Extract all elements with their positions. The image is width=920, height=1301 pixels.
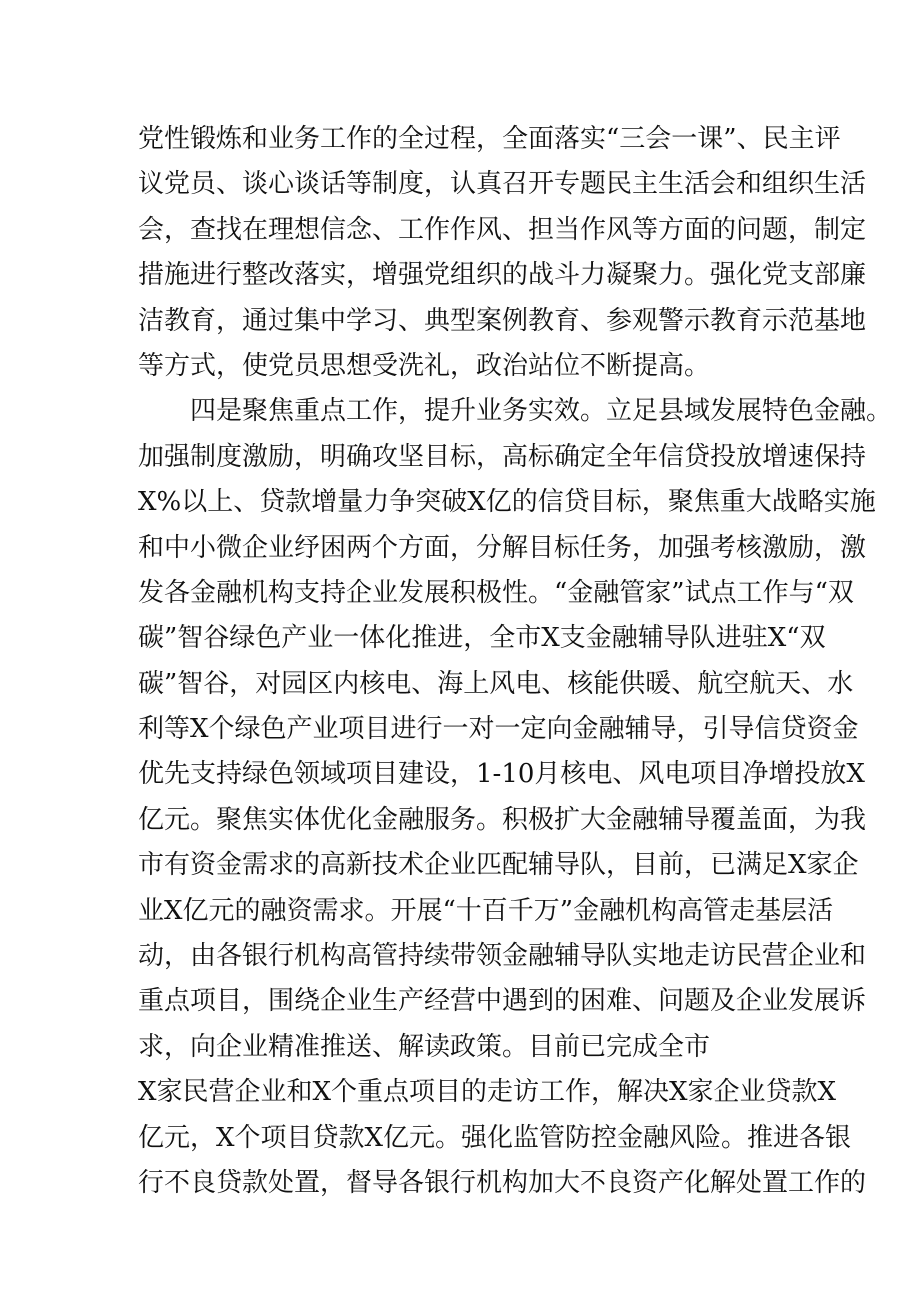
paragraph-2-line-7: 碳”智谷，对园区内核电、海上风电、核能供暖、航空航天、水 bbox=[138, 668, 854, 699]
paragraph-1-line-4: 措施进行整改落实，增强党组织的战斗力凝聚力。强化党支部廉 bbox=[138, 260, 867, 291]
paragraph-2-line-15: 求，向企业精准推送、解读政策。目前已完成全市 bbox=[138, 1031, 711, 1062]
paragraph-2-line-10: 亿元。聚焦实体优化金融服务。积极扩大金融辅导覆盖面，为我 bbox=[138, 804, 867, 835]
paragraph-2-line-9: 优先支持绿色领域项目建设，1-10月核电、风电项目净增投放X bbox=[138, 759, 865, 790]
paragraph-1-line-5: 洁教育，通过集中学习、典型案例教育、参观警示教育示范基地 bbox=[138, 305, 867, 336]
paragraph-2-line-13: 动，由各银行机构高管持续带领金融辅导队实地走访民营企业和 bbox=[138, 941, 867, 972]
paragraph-2-line-12: 业X亿元的融资需求。开展“十百千万”金融机构高管走基层活 bbox=[138, 895, 834, 926]
paragraph-1-line-1: 党性锻炼和业务工作的全过程，全面落实“三会一课”、民主评 bbox=[138, 124, 841, 154]
paragraph-3-line-3: 行不良贷款处置，督导各银行机构加大不良资产化解处置工作的 bbox=[138, 1167, 867, 1198]
paragraph-2-line-5: 发各金融机构支持企业发展积极性。“金融管家”试点工作与“双 bbox=[138, 577, 854, 608]
paragraph-1-line-6: 等方式，使党员思想受洗礼，政治站位不断提高。 bbox=[138, 350, 711, 381]
paragraph-2-line-1: 四是聚焦重点工作，提升业务实效。立足县域发展特色金融。 bbox=[190, 396, 893, 427]
paragraph-3-line-2: 亿元，X个项目贷款X亿元。强化监管防控金融风险。推进各银 bbox=[138, 1122, 852, 1153]
document-body bbox=[138, 117, 893, 1206]
paragraph-2-line-11: 市有资金需求的高新技术企业匹配辅导队，目前，已满足X家企 bbox=[138, 850, 859, 881]
paragraph-2-line-2: 加强制度激励，明确攻坚目标，高标确定全年信贷投放增速保持 bbox=[138, 441, 867, 472]
paragraph-2-line-14: 重点项目，围绕企业生产经营中遇到的困难、问题及企业发展诉 bbox=[138, 986, 867, 1017]
paragraph-3-line-1: X家民营企业和X个重点项目的走访工作，解决X家企业贷款X bbox=[138, 1077, 837, 1108]
paragraph-2-line-4: 和中小微企业纾困两个方面，分解目标任务，加强考核激励，激 bbox=[138, 532, 867, 563]
paragraph-1-line-2: 议党员、谈心谈话等制度，认真召开专题民主生活会和组织生活 bbox=[138, 169, 867, 200]
paragraph-2-line-6: 碳”智谷绿色产业一体化推进，全市X支金融辅导队进驻X“双 bbox=[138, 623, 826, 654]
paragraph-2-line-3: X%以上、贷款增量力争突破X亿的信贷目标，聚焦重大战略实施 bbox=[138, 487, 876, 518]
paragraph-2-line-8: 利等X个绿色产业项目进行一对一定向金融辅导，引导信贷资金 bbox=[138, 714, 859, 745]
paragraph-1-line-3: 会，查找在理想信念、工作作风、担当作风等方面的问题，制定 bbox=[138, 214, 867, 245]
